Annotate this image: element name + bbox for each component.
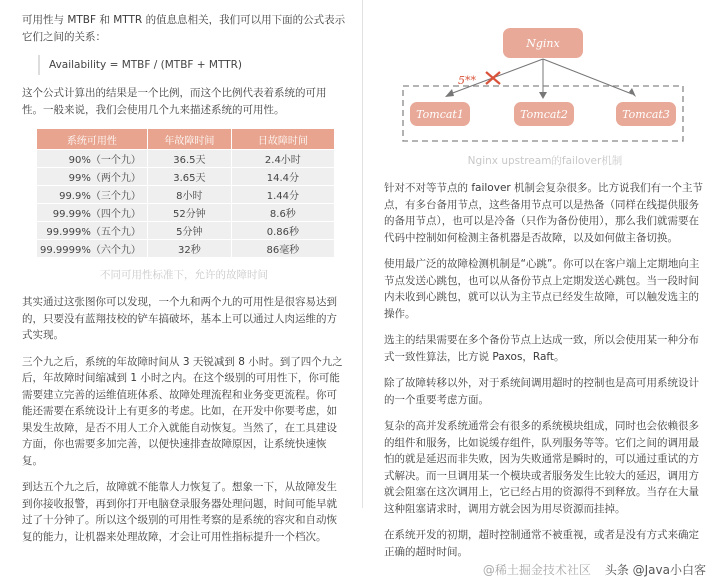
paragraph: 选主的结果需要在多个备份节点上达成一致，所以会使用某一种分布式一致性算法，比方说 Paxos，Raft。 xyxy=(384,334,699,363)
right-page xyxy=(384,0,706,578)
failover-diagram xyxy=(384,0,706,152)
table-cell: 90%（一个九） xyxy=(37,150,148,168)
paragraph: 针对不对等节点的 failover 机制会复杂很多。比方说我们有一个主节点，有多台备用节点，这些备用节点可以是热备（同样在线提供服务的备用节点），也可以是冷备（只作为备份使用），那么我们就需要在代码中控制如何检测主备机器是否故障，以及如何做主备切换。 xyxy=(384,182,704,244)
tomcat1-node: Tomcat1 xyxy=(410,102,470,126)
watermark-toutiao: 头条 @Java小白客 xyxy=(604,563,706,577)
table-row xyxy=(37,168,335,186)
diagram-caption: Nginx upstream的failover机制 xyxy=(467,155,623,167)
paragraph: 三个九之后，系统的年故障时间从 3 天锐减到 8 小时。到了四个九之后，年故障时间缩减到 1 小时之内。在这个级别的可用性下，你可能需要建立完善的运维值班体系、故障处理流程和业务变更流程。你可能还需要在系统设计上有更多的考虑。比如，在开发中你要考虑，如果发生故障，是否不用人工介入就能自动恢复。当然了，在工具建设方面，你也需要多加完善，以便快速排查故障原因，让系统快速恢复。 xyxy=(22,355,343,467)
paragraph: 可用性与 MTBF 和 MTTR 的值息息相关，我们可以用下面的公式表示它们之间的关系： xyxy=(22,14,346,43)
table-cell: 8小时 xyxy=(147,186,231,204)
table-cell: 8.6秒 xyxy=(231,204,334,222)
table-row xyxy=(37,204,335,222)
paragraph: 这个公式计算出的结果是一个比例，而这个比例代表着系统的可用性。一般来说，我们会使用几个九来描述系统的可用性。 xyxy=(22,87,327,116)
paragraph: 在系统开发的初期，超时控制通常不被重视，或者是没有方式来确定正确的超时时间。 xyxy=(384,529,699,558)
formula-quote: Availability = MTBF / (MTBF + MTTR) xyxy=(38,55,346,75)
table-cell: 99.99%（四个九） xyxy=(37,204,148,222)
page-divider xyxy=(362,0,363,508)
paragraph: 除了故障转移以外，对于系统间调用超时的控制也是高可用系统设计的一个重要考虑方面。 xyxy=(384,377,699,406)
table-cell: 5分钟 xyxy=(147,222,231,240)
table-cell: 99%（两个九） xyxy=(37,168,148,186)
table-row xyxy=(37,222,335,240)
error-label: 5** xyxy=(458,74,476,87)
table-cell: 52分钟 xyxy=(147,204,231,222)
diagram-lines xyxy=(370,0,720,150)
paragraph: 使用最广泛的故障检测机制是“心跳”。你可以在客户端上定期地向主节点发送心跳包，也可以从备份节点上定期发送心跳包。当一段时间内未收到心跳包，就可以认为主节点已经发生故障，可以触发选主的操作。 xyxy=(384,258,700,320)
table-cell: 3.65天 xyxy=(147,168,231,186)
table-row xyxy=(37,240,335,258)
table-row xyxy=(37,186,335,204)
table-header: 日故障时间 xyxy=(231,129,334,150)
arrow-tomcat3 xyxy=(543,59,632,94)
paragraph: 复杂的高并发系统通常会有很多的系统模块组成，同时也会依赖很多的组件和服务，比如说缓存组件，队列服务等等。它们之间的调用最怕的就是延迟而非失败，因为失败通常是瞬时的，可以通过重试的方式解决。而一旦调用某一个模块或者服务发生比较大的延迟，调用方就会阻塞在这次调用上，它已经占用的资源得不到释放。当存在大量这种阻塞请求时，调用方就会因为用尽资源而挂掉。 xyxy=(384,420,699,515)
table-row xyxy=(37,150,335,168)
table-cell: 99.9999%（六个九） xyxy=(37,240,148,258)
table-cell: 14.4分 xyxy=(231,168,334,186)
table-cell: 32秒 xyxy=(147,240,231,258)
paragraph: 其实通过这张图你可以发现，一个九和两个九的可用性是很容易达到的，只要没有蓝翔技校的铲车搞破坏，基本上可以通过人肉运维的方式实现。 xyxy=(22,296,337,341)
table-cell: 1.44分 xyxy=(231,186,334,204)
table-cell: 86毫秒 xyxy=(231,240,334,258)
watermark xyxy=(384,562,706,578)
arrowhead xyxy=(629,88,636,97)
failure-x-icon xyxy=(486,72,500,84)
arrowhead xyxy=(445,89,454,97)
left-page xyxy=(22,0,346,555)
watermark-juejin: @稀土掘金技术社区 xyxy=(482,563,591,577)
paragraph: 到达五个九之后，故障就不能靠人力恢复了。想象一下，从故障发生到你接收报警，再到你打开电脑登录服务器处理问题，时间可能早就过了十分钟了。所以这个级别的可用性考察的是系统的容灾和自动恢复的能力，让机器来处理故障，才会让可用性指标提升一个档次。 xyxy=(22,481,337,543)
table-caption: 不同可用性标准下，允许的故障时间 xyxy=(100,269,268,281)
availability-table xyxy=(36,128,335,258)
table-cell: 99.999%（五个九） xyxy=(37,222,148,240)
table-header: 系统可用性 xyxy=(37,129,148,150)
table-cell: 36.5天 xyxy=(147,150,231,168)
table-cell: 2.4小时 xyxy=(231,150,334,168)
tomcat2-node: Tomcat2 xyxy=(514,102,574,126)
table-cell: 99.9%（三个九） xyxy=(37,186,148,204)
nginx-node: Nginx xyxy=(503,28,583,58)
table-header: 年故障时间 xyxy=(147,129,231,150)
table-cell: 0.86秒 xyxy=(231,222,334,240)
tomcat3-node: Tomcat3 xyxy=(616,102,676,126)
arrowhead xyxy=(539,92,547,99)
